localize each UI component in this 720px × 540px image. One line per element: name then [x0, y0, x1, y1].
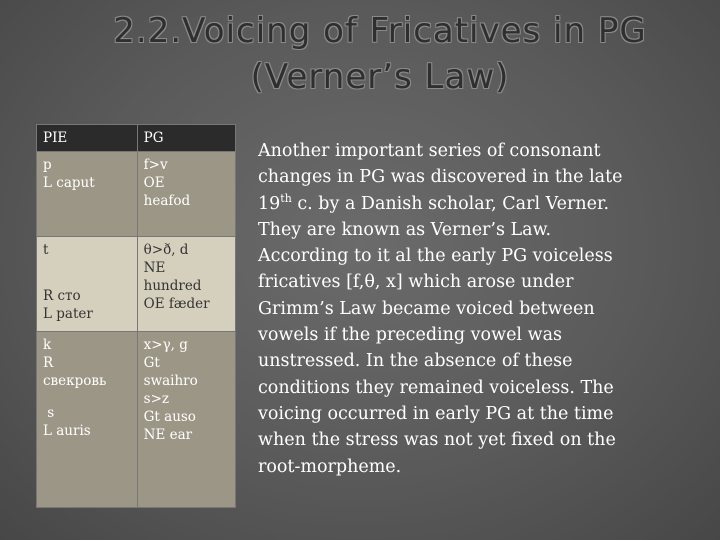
body-line: Another important series of consonant [258, 141, 601, 161]
cell-line: L caput [43, 175, 95, 191]
cell-line: k [43, 337, 52, 353]
pg-cell [137, 152, 235, 237]
body-paragraph [258, 138, 678, 480]
cell-line: L pater [43, 306, 93, 322]
pie-pg-table [36, 124, 236, 508]
table-row [37, 237, 236, 332]
cell-line: f>v [143, 157, 168, 173]
cell-line: NE ear [143, 427, 193, 443]
body-line: unstressed. In the absence of these [258, 351, 573, 372]
body-text: c. by a Danish scholar, Carl Verner. [291, 193, 610, 214]
title-line-2: (Verner’s Law) [250, 57, 510, 97]
cell-line: L auris [43, 423, 91, 439]
cell-line: p [43, 157, 52, 173]
cell-line: R [43, 355, 54, 371]
body-line: They are known as Verner’s Law. [258, 219, 552, 240]
header-pie: PIE [37, 125, 138, 152]
body-line: vowels if the preceding vowel was [258, 325, 562, 346]
body-line: voicing occurred in early PG at the time [258, 403, 614, 424]
body-text: 19 [258, 193, 281, 214]
body-line: fricatives [f,θ, x] which arose under [258, 272, 574, 293]
body-line: when the stress was not yet fixed on the [258, 430, 616, 451]
body-line: changes in PG was discovered in the late [258, 167, 623, 188]
title-line-1: 2.2.Voicing of Fricatives in PG [113, 11, 647, 51]
pg-cell [137, 332, 235, 508]
body-line: root-morpheme. [258, 456, 402, 477]
pie-cell [37, 237, 138, 332]
cell-line: свекровь [43, 373, 107, 389]
cell-line: s [43, 405, 55, 421]
pie-cell [37, 332, 138, 508]
cell-line: R сто [43, 288, 81, 304]
cell-line: t [43, 242, 49, 258]
body-line: conditions they remained voiceless. The [258, 377, 614, 398]
cell-line: x>γ, g [143, 337, 188, 353]
body-line: Grimm’s Law became voiced between [258, 298, 595, 319]
cell-line: Gt auso [143, 409, 196, 425]
cell-gap [43, 273, 131, 287]
cell-line: Gt [143, 355, 160, 371]
superscript-th: th [280, 191, 292, 205]
pg-cell [137, 237, 235, 332]
table-header-row [37, 125, 236, 152]
cell-line: heafod [143, 193, 191, 209]
pie-cell [37, 152, 138, 237]
table-row [37, 332, 236, 508]
cell-line: θ>ð, d [143, 242, 189, 258]
cell-line: NE [143, 260, 166, 276]
body-line: According to it al the early PG voiceless [258, 246, 613, 267]
slide-title [60, 8, 700, 100]
table-row [37, 152, 236, 237]
cell-gap [43, 259, 131, 273]
cell-line: OE [143, 175, 165, 191]
cell-line: OE fæder [143, 296, 210, 312]
cell-line: s>z [143, 391, 169, 407]
cell-line: hundred [143, 278, 202, 294]
body-line [258, 191, 678, 217]
cell-gap [43, 390, 131, 404]
cell-line: swaihro [143, 373, 198, 389]
header-pg: PG [137, 125, 235, 152]
